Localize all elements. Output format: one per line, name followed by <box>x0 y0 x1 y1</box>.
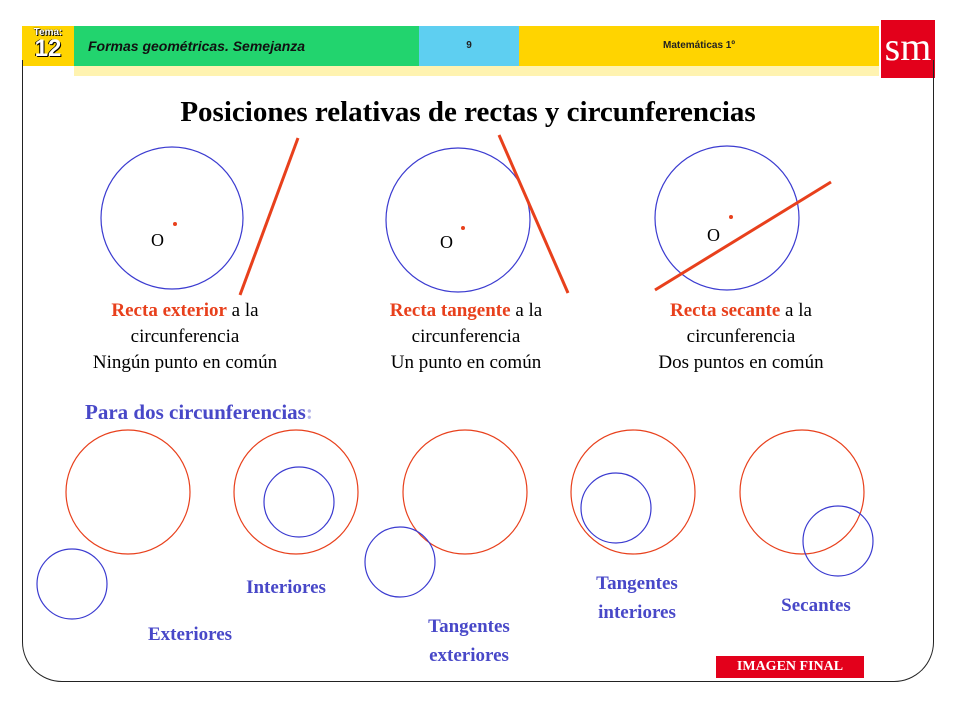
tema-label: Tema: <box>33 27 63 38</box>
label-tangentes-exteriores-1: Tangentes <box>428 616 510 637</box>
exterior-line <box>240 138 298 295</box>
label-secantes: Secantes <box>781 595 851 616</box>
caption-secant-rest: a la <box>780 300 812 321</box>
circle-3 <box>655 146 799 290</box>
center-label-1: O <box>151 230 164 250</box>
section-heading-colon: : <box>305 400 313 424</box>
caption-exterior-rest: a la <box>226 300 259 321</box>
caption-secant-line3: Dos puntos en común <box>658 352 824 373</box>
sm-logo: sm <box>881 20 935 78</box>
page-number: 9 <box>419 26 519 66</box>
label-tangentes-exteriores <box>405 612 533 670</box>
center-point-3 <box>729 215 733 219</box>
label-tangentes-interiores-1: Tangentes <box>596 573 678 594</box>
label-tangentes-exteriores-2: exteriores <box>429 645 509 666</box>
diagram-tangent-line <box>386 135 568 293</box>
diagram-exterior-line <box>101 138 298 295</box>
circle-2 <box>386 148 530 292</box>
label-tangentes-interiores-2: interiores <box>598 602 676 623</box>
caption-tangent <box>336 298 596 376</box>
center-label-3: O <box>707 225 720 245</box>
secant-line <box>655 182 831 290</box>
caption-tangent-line3: Un punto en común <box>390 352 542 373</box>
page-title: Posiciones relativas de rectas y circunferencias <box>180 96 756 128</box>
center-point-1 <box>173 222 177 226</box>
tangent-line <box>499 135 568 293</box>
caption-exterior-line3: Ningún punto en común <box>92 352 278 373</box>
caption-exterior-highlight: Recta exterior <box>111 300 227 321</box>
course-label: Matemáticas 1º <box>519 26 879 66</box>
caption-exterior-line2: circunferencia <box>130 326 240 347</box>
caption-tangent-line2: circunferencia <box>411 326 521 347</box>
subject-title: Formas geométricas. Semejanza <box>74 26 419 66</box>
diagram-secant-line <box>655 146 831 290</box>
center-point-2 <box>461 226 465 230</box>
pair-interiores <box>234 430 358 554</box>
imagen-final-button[interactable]: IMAGEN FINAL <box>716 656 864 678</box>
caption-secant-line2: circunferencia <box>686 326 796 347</box>
label-tangentes-interiores <box>573 569 701 627</box>
section-heading-text: Para dos circunferencias <box>85 400 306 424</box>
label-interiores: Interiores <box>246 577 326 598</box>
caption-secant <box>611 298 871 376</box>
circle-1 <box>101 147 243 289</box>
tema-number: 12 <box>34 35 62 62</box>
caption-secant-highlight: Recta secante <box>670 300 781 321</box>
pair-tangentes-interiores <box>571 430 695 554</box>
caption-exterior <box>55 298 315 376</box>
pair-tangentes-exteriores <box>365 430 527 597</box>
pair-exteriores <box>37 430 190 619</box>
caption-tangent-rest: a la <box>510 300 543 321</box>
center-label-2: O <box>440 232 453 252</box>
caption-tangent-highlight: Recta tangente <box>389 300 511 321</box>
label-exteriores: Exteriores <box>147 624 233 645</box>
section-heading <box>85 400 313 425</box>
pair-secantes <box>740 430 873 576</box>
